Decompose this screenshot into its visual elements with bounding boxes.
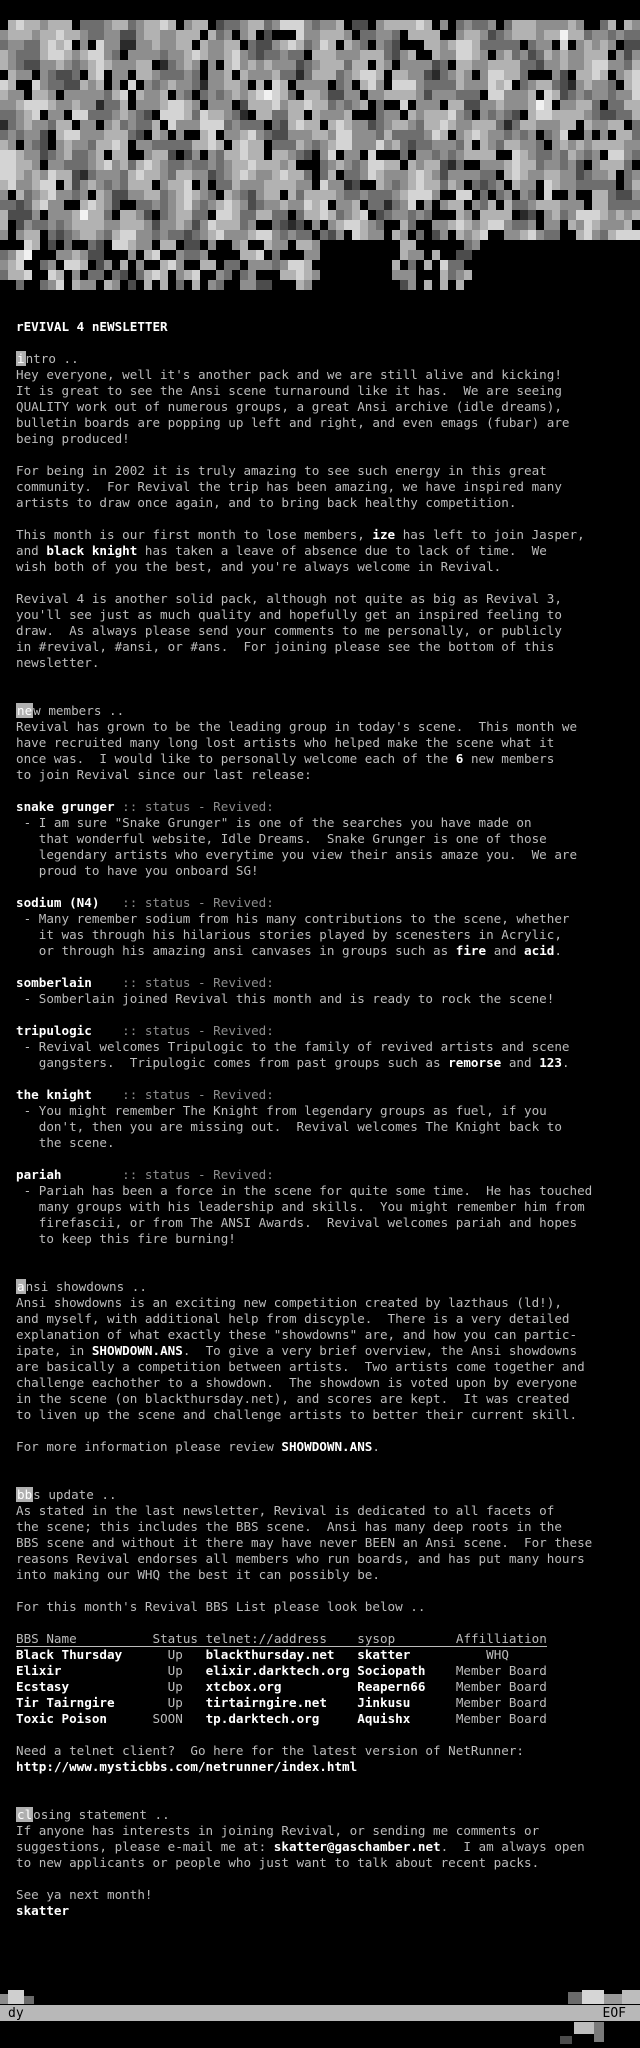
bbs-cell: Aquishx [357, 1711, 411, 1726]
bbs-table-row [16, 1711, 547, 1726]
showdowns-paragraph-2: For more information please review [16, 1439, 282, 1454]
closing-paragraph-1-a: If anyone has interests in joining Revival, or sending me comments or suggestions, please e-mail me at: [16, 1823, 540, 1854]
members-intro-a: Revival has grown to be the leading group in today's scene. This month we have recruited many long lost artists who helped make the scene what it once was. I would like to personally welcome each of the [16, 719, 578, 766]
bbs-cell: Black Thursday [16, 1647, 123, 1662]
intro-paragraph-2: For being in 2002 it is truly amazing to see such energy in this great community. For Revival the trip has been amazing, we have inspired many artists to draw once again, and to bring back healthy competition. [16, 463, 562, 510]
gap [77, 1631, 153, 1646]
bbs-cell: Member Board [455, 1663, 547, 1678]
section-tag-closing: cl [17, 1807, 33, 1822]
pad [92, 1023, 122, 1038]
showdowns-paragraph-1-a: Ansi showdowns is an exciting new competition created by lazthaus (ld!), and myself, with additional help from discyple. There is a very detailed explanation of what exactly these "showdowns" are, and how you can partic- ipate, in [16, 1295, 578, 1358]
bbs-cell: skatter [357, 1647, 411, 1662]
section-tag-members: ne [17, 703, 33, 718]
bbs-paragraph-1: As stated in the last newsletter, Revival is dedicated to all facets of the scene; this includes the BBS scene. Ansi has many deep roots in the BBS scene and without it there may have never BEEN an Ansi scene. For these reasons Revival endorses all members who run boards, and has put many hours into making our WHQ the best it can possibly be. [16, 1503, 593, 1582]
intro-paragraph-3-c: has taken a leave of absence due to lack of time. We wish both of you the best, and you're always welcome in Revival. [16, 543, 547, 574]
member-status: :: status - Revived: [122, 975, 274, 990]
revival-block-art-logo [0, 0, 640, 300]
footer-strip [0, 2005, 640, 2021]
pad [99, 895, 122, 910]
bbs-paragraph-2: For this month's Revival BBS List please look below .. [16, 1599, 426, 1614]
bbs-cell: WHQ [486, 1647, 509, 1662]
section-tag-showdowns: a [17, 1279, 25, 1294]
pad [92, 975, 122, 990]
bbs-cell[interactable]: tirtairngire.net [205, 1695, 327, 1710]
bbs-cell: Sociopath [357, 1663, 426, 1678]
closing-paragraph-2: See ya next month! [16, 1887, 153, 1902]
pad [62, 1167, 123, 1182]
bbs-cell: Tir Tairngire [16, 1695, 115, 1710]
member-status: :: status - Revived: [122, 895, 274, 910]
member-description: Revival welcomes Tripulogic to the family of revived artists and scene gangsters. Tripulogic comes from past groups such as [38, 1039, 570, 1070]
bbs-col-header: Status [152, 1631, 198, 1646]
telnet-note: Need a telnet client? Go here for the latest version of NetRunner: [16, 1743, 524, 1758]
bbs-cell: Up [167, 1647, 183, 1662]
end: . [554, 943, 562, 958]
section-tag-bbs: bb [17, 1487, 33, 1502]
bbs-table-rows [16, 1647, 547, 1726]
email-link[interactable]: skatter@gaschamber.net [273, 1839, 441, 1854]
bbs-cell: Member Board [455, 1695, 547, 1710]
bbs-table-row [16, 1663, 547, 1678]
footer-left-label: dy [8, 2006, 24, 2021]
bbs-cell: Reapern66 [357, 1679, 426, 1694]
bbs-cell: Up [167, 1695, 183, 1710]
conj: and [501, 1055, 540, 1070]
closing-paragraph-1-b: . I am always open to new applicants or people who just want to talk about recent packs. [16, 1839, 585, 1870]
bbs-cell: Toxic Poison [16, 1711, 107, 1726]
intro-paragraph-4: Revival 4 is another solid pack, although not quite as big as Revival 3, you'll see just as much quality and hopefully get an inspired feeling to draw. As always please send your comments to me personally, or publicly in #revival, #ansi, or #ans. For joining please see the bottom of this newsletter. [16, 591, 562, 670]
bbs-cell: Jinkusu [357, 1695, 411, 1710]
member-description: Many remember sodium from his many contributions to the scene, whether it was through his hilarious stories played by scenesters in Acrylic, or through his amazing ansi canvases in groups such as [38, 911, 570, 958]
member-name: pariah [16, 1167, 62, 1182]
signature: skatter [16, 1903, 70, 1918]
bbs-cell: SOON [152, 1711, 183, 1726]
showdowns-paragraph-1-b: . To give a very brief overview, the Ansi showdowns are basically a competition between artists. Two artists come together and challenge eachother to a showdown. The showdown is voted upon by everyone in the scene (on blackthursday.net), and scores are kept. It was created to liven up the scene and challenge artists to better their current skill. [16, 1343, 585, 1422]
bbs-cell[interactable]: xtcbox.org [205, 1679, 282, 1694]
group-acid: acid [524, 943, 555, 958]
bbs-cell: Elixir [16, 1663, 62, 1678]
intro-paragraph-1: Hey everyone, well it's another pack and we are still alive and kicking! It is great to see the Ansi scene turnaround like it has. We are seeing QUALITY work out of numerous groups, a great Ansi archive (idle dreams), bulletin boards are popping up left and right, and even emags (fubar) are being produced! [16, 367, 570, 446]
end: . [372, 1439, 380, 1454]
gap [395, 1631, 456, 1646]
bbs-cell[interactable]: tp.darktech.org [205, 1711, 320, 1726]
bbs-cell: Member Board [455, 1679, 547, 1694]
section-heading-closing: osing statement .. [33, 1807, 170, 1822]
conj: and [486, 943, 525, 958]
bbs-col-header: Affilliation [455, 1631, 547, 1646]
bbs-table-row [16, 1647, 509, 1662]
footer-eof-label: EOF [602, 2006, 626, 2021]
members-intro-b: new members to join Revival since our last release: [16, 751, 555, 782]
member-description: Pariah has been a force in the scene for quite some time. He has touched many groups with his leadership and skills. You might remember him from firefascii, or from The ANSI Awards. Revival welcomes pariah and hopes to keep this fire burning! [38, 1183, 593, 1246]
bbs-cell[interactable]: elixir.darktech.org [205, 1663, 350, 1678]
member-ize: ize [372, 527, 396, 542]
footer-bar [0, 1990, 640, 2048]
bbs-cell: Up [167, 1663, 183, 1678]
netrunner-link[interactable]: http://www.mysticbbs.com/netrunner/index.html [16, 1759, 358, 1774]
member-status: :: status - Revived: [122, 1167, 274, 1182]
section-tag-intro: i [17, 351, 25, 366]
member-name: somberlain [16, 975, 92, 990]
newsletter-title: rEVIVAL 4 nEWSLETTER [16, 319, 168, 334]
bbs-cell: Ecstasy [16, 1679, 70, 1694]
group-remorse: remorse [448, 1055, 502, 1070]
member-name: tripulogic [16, 1023, 92, 1038]
bbs-table-row [16, 1679, 547, 1694]
section-heading-showdowns: nsi showdowns .. [25, 1279, 147, 1294]
bbs-col-header: BBS Name [16, 1631, 77, 1646]
bbs-col-header: telnet://address [205, 1631, 327, 1646]
newsletter-body: rEVIVAL 4 nEWSLETTER intro .. Hey everyone, well it's another pack and we are still alive and kicking! It is great to see the Ansi scene turnaround like it has. We are seeing QUALITY work out of numerous groups, a great Ansi archive (idle dreams), bulletin boards are popping up left and right, and even emags (fubar) are being produced! For being in 2002 it is truly amazing to see such energy in this great community. For Revival the trip has been amazing, we have inspired many artists to draw once again, and to bring back healthy competition. This month is our first month to lose members, ize has left to join Jasper, and black knight has taken a leave of absence due to lack of time. We wish both of you the best, and you're always welcome in Revival. Revival 4 is another solid pack, although not quite as big as Revival 3, you'll see just as much quality and hopefully get an inspired feeling to draw. As always please send your comments to me personally, or publicly in #revival, #ansi, or #ans. For joining please see the bottom of this newsletter. new members .. Revival has grown to be the leading group in today's scene. This month we have recruited many long lost artists who helped make the scene what it once was. I would like to personally welcome each of the 6 new members to join Revival since our last release: snake grunger :: status - Revived: - I am sure "Snake Grunger" is one of the searches you have made on that wonderful website, Idle Dreams. Snake Grunger is one of those legendary artists who everytime you view their ansis amaze you. We are proud to have you onboard SG! sodium (N4) :: status - Revived: - Many remember sodium from his many contributions to the scene, whether it was through his hilarious stories played by scenesters in Acrylic, or through his amazing ansi canvases in groups such as fire and acid. somberlain :: status - Revived: - Somberlain joined Revival this month and is ready to rock the scene! tripulogic :: status - Revived: - Revival welcomes Tripulogic to the family of revived artists and scene gangsters. Tripulogic comes from past groups such as remorse and 123. the knight :: status - Revived: - You might remember The Knight from legendary groups as fuel, if you don't, then you are missing out. Revival welcomes The Knight back to the scene. pariah :: status - Revived: - Pariah has been a force in the scene for quite some time. He has touched many groups with his leadership and skills. You might remember him from firefascii, or from The ANSI Awards. Revival welcomes pariah and hopes to keep this fire burning! ansi showdowns .. Ansi showdowns is an exciting new competition created by lazthaus (ld!), and myself, with additional help from discyple. There is a very detailed explanation of what exactly these "showdowns" are, and how you can partic- ipate, in SHOWDOWN.ANS. To give a very brief overview, the Ansi showdowns are basically a competition between artists. Two artists come together and challenge eachother to a showdown. The showdown is voted upon by everyone in the scene (on blackthursday.net), and scores are kept. It was created to liven up the scene and challenge artists to better their current skill. For more information please review SHOWDOWN.ANS. bbs update .. As stated in the last newsletter, Revival is dedicated to all facets of the scene; this includes the BBS scene. Ansi has many deep roots in the BBS scene and without it there may have never BEEN an Ansi scene. For these reasons Revival endorses all members who run boards, and has put many hours into making our WHQ the best it can possibly be. For this month's Revival BBS List please look below .. BBS Name Status telnet://address sysop Affilliation Black Thursday Up blackthursday.net skatter WHQ Elixir Up elixir.darktech.org Sociopath Member Board Ecstasy Up xtcbox.org Reapern66 Member Board Tir Tairngire Up tirtairngire.net Jinkusu Member Board Toxic Poison SOON tp.darktech.org Aquishx Member Board Need a telnet client? Go here for the latest version of NetRunner: http://www.mysticbbs.com/netrunner/index.html closing statement .. If anyone has interests in joining Revival, or sending me comments or suggestions, please e-mail me at: skatter@gaschamber.net. I am always open to new applicants or people who just want to talk about recent packs. See ya next month! skatter [16, 319, 593, 1918]
bbs-cell[interactable]: blackthursday.net [205, 1647, 335, 1662]
member-status: :: status - Revived: [122, 1087, 274, 1102]
members-count: 6 [455, 751, 464, 766]
bbs-table-header [16, 1631, 547, 1647]
bbs-col-header: sysop [357, 1631, 396, 1646]
group-fire: fire [455, 943, 487, 958]
bbs-cell: Up [167, 1679, 183, 1694]
member-black-knight: black knight [46, 543, 138, 558]
member-name: snake grunger [16, 799, 115, 814]
member-status: :: status - Revived: [122, 1023, 274, 1038]
gap [198, 1631, 206, 1646]
bbs-table-row [16, 1695, 547, 1710]
showdown-file: SHOWDOWN.ANS [281, 1439, 373, 1454]
end: . [561, 1055, 570, 1070]
section-heading-intro: ntro .. [25, 351, 79, 366]
showdown-file: SHOWDOWN.ANS [91, 1343, 183, 1358]
intro-paragraph-3-b: has left to join Jasper, and [16, 527, 585, 558]
section-heading-members: w members .. [33, 703, 125, 718]
member-description: I am sure "Snake Grunger" is one of the searches you have made on that wonderful website, Idle Dreams. Snake Grunger is one of those legendary artists who everytime you view their ansis amaze you. We are proud to have you onboard SG! [38, 815, 578, 878]
gap [327, 1631, 357, 1646]
group-123: 123 [539, 1055, 562, 1070]
pad [92, 1087, 122, 1102]
section-heading-bbs: s update .. [33, 1487, 117, 1502]
member-status: :: status - Revived: [122, 799, 274, 814]
intro-paragraph-3-a: This month is our first month to lose members, [16, 527, 373, 542]
member-name: the knight [16, 1087, 92, 1102]
member-description: You might remember The Knight from legendary groups as fuel, if you don't, then you are missing out. Revival welcomes The Knight back to the scene. [38, 1103, 562, 1150]
member-name: sodium (N4) [16, 895, 100, 910]
member-description: Somberlain joined Revival this month and is ready to rock the scene! [38, 991, 555, 1006]
bbs-cell: Member Board [455, 1711, 547, 1726]
